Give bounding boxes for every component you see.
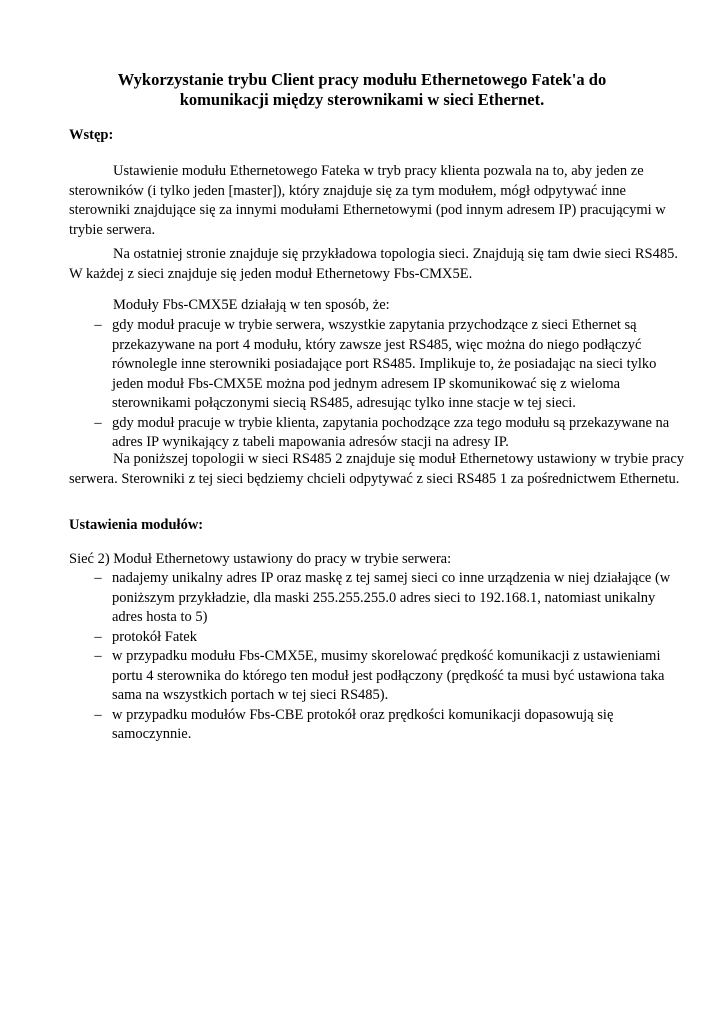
- modes-intro: [69, 296, 689, 316]
- intro-paragraph-2: [69, 245, 689, 284]
- network2-list: [69, 569, 689, 745]
- list-item: [69, 316, 689, 414]
- network2-intro: Sieć 2) Moduł Ethernetowy ustawiony do pracy w trybie serwera:: [69, 551, 452, 567]
- bullet-dash: –: [94, 570, 102, 586]
- list-item: [69, 569, 689, 628]
- bullet-dash: –: [94, 414, 102, 431]
- title-line-1: Wykorzystanie trybu Client pracy modułu Ethernetowego Fatek'a do: [117, 70, 607, 89]
- list-item: [69, 628, 689, 648]
- list-item-text: protokół Fatek: [112, 628, 197, 645]
- list-item: [69, 647, 689, 706]
- modes-list: [69, 316, 689, 453]
- list-item-text: w przypadku modułu Fbs-CMX5E, musimy skorelować prędkość komunikacji z ustawieniami portu 4 sterownika do którego ten moduł jest podłączony (prędkość ta musi być ustawiona taka sama na wszystkich portach w tej sieci RS485).: [112, 648, 665, 703]
- modes-intro-text: Moduły Fbs-CMX5E działają w ten sposób, że:: [113, 297, 390, 313]
- list-item-text: w przypadku modułów Fbs-CBE protokół oraz prędkości komunikacji dopasowują się samoczynnie.: [112, 706, 614, 742]
- bullet-dash: –: [94, 628, 102, 645]
- settings-heading: Ustawienia modułów:: [69, 517, 204, 533]
- intro-paragraph-2-text: Na ostatniej stronie znajduje się przykładowa topologia sieci. Znajdują się tam dwie sieci RS485. W każdej z sieci znajduje się jeden moduł Ethernetowy Fbs-CMX5E.: [69, 246, 678, 282]
- title-line-2: komunikacji między sterownikami w sieci Ethernet.: [179, 90, 545, 109]
- intro-paragraph-1-text: Ustawienie modułu Ethernetowego Fateka w tryb pracy klienta pozwala na to, aby jeden ze sterowników (i tylko jeden [master]), który znajduje się za tym modułem, mógł odpytywać inne sterowniki znajdujące się za innymi modułami Ethernetowymi (pod innym adresem IP) pracującymi w trybie serwera.: [69, 163, 666, 238]
- intro-paragraph-1: [69, 162, 689, 240]
- bullet-dash: –: [94, 317, 102, 333]
- list-item-text: nadajemy unikalny adres IP oraz maskę z tej samej sieci co inne urządzenia w niej działające (w poniższym przykładzie, dla maski 255.255.255.0 adres sieci to 192.168.1, natomiast unikalny adres hosta to 5): [112, 570, 671, 625]
- list-item: [69, 706, 689, 745]
- topology-paragraph-text: Na poniższej topologii w sieci RS485 2 znajduje się moduł Ethernetowy ustawiony w trybie pracy serwera. Sterowniki z tej sieci będziemy chcieli odpytywać z sieci RS485 1 za pośrednictwem Ethernetu.: [69, 451, 685, 487]
- list-item-text: gdy moduł pracuje w trybie klienta, zapytania pochodzące zza tego modułu są przekazywane na adres IP wynikający z tabeli mapowania adresów stacji na adresy IP.: [112, 414, 670, 450]
- list-item-text: gdy moduł pracuje w trybie serwera, wszystkie zapytania przychodzące z sieci Ethernet są przekazywane na port 4 modułu, który zawsze jest RS485, więc można do niego podłączyć równolegle inne sterowniki posiadające port RS485. Implikuje to, że posiadając na sieci tylko jeden moduł Fbs-CMX5E można pod jednym adresem IP skomunikować się z wieloma sterownikami połączonymi siecią RS485, adresując tylko inne stacje w tej sieci.: [112, 317, 657, 411]
- bullet-dash: –: [94, 706, 102, 723]
- topology-paragraph: [69, 450, 689, 489]
- document-title: [60, 70, 664, 110]
- list-item: [69, 414, 689, 453]
- bullet-dash: –: [94, 648, 102, 664]
- intro-heading: Wstęp:: [69, 127, 114, 143]
